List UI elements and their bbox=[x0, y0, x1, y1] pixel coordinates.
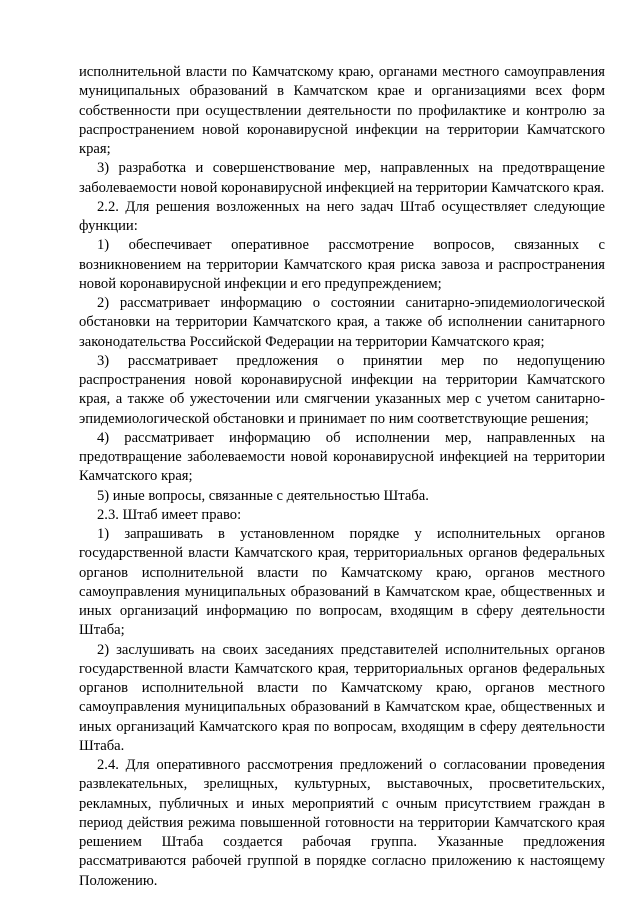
paragraph-section-2-4: 2.4. Для оперативного рассмотрения предложений о согласовании проведения развлекательных, зрелищных, культурных, выставочных, просветительских, рекламных, публичных и иных мероприятий с очным присутствием граждан в период действия режима повышенной готовности на территории Камчатского края решением Штаба создается рабочая группа. Указанные предложения рассматриваются рабочей группой в порядке согласно приложению к настоящему Положению. bbox=[79, 757, 605, 889]
paragraph-function-3: 3) рассматривает предложения о принятии мер по недопущению распространения новой коронавирусной инфекции на территории Камчатского края, а также об ужесточении или смягчении указанных мер с учетом санитарно-эпидемиологической обстановки и принимает по ним соответствующие решения; bbox=[79, 352, 605, 427]
paragraph-right-2: 2) заслушивать на своих заседаниях представителей исполнительных органов государственной власти Камчатского края, территориальных органов федеральных органов исполнительной власти по Камчатскому краю, органов местного самоуправления муниципальных образований в Камчатском крае, общественных и иных организаций Камчатского края по вопросам, входящим в сферу деятельности Штаба. bbox=[79, 641, 605, 754]
document-page bbox=[79, 63, 605, 891]
paragraph-item-3-development: 3) разработка и совершенствование мер, направленных на предотвращение заболеваемости новой коронавирусной инфекцией на территории Камчатского края. bbox=[79, 160, 605, 196]
paragraph-function-1: 1) обеспечивает оперативное рассмотрение вопросов, связанных с возникновением на территории Камчатского края риска завоза и распространения новой коронавирусной инфекции и его предупреждением; bbox=[79, 237, 605, 292]
paragraph-continuation: исполнительной власти по Камчатскому краю, органами местного самоуправления муниципальных образований в Камчатском крае и организациями всех форм собственности при осуществлении деятельности по профилактике и контролю за распространением новой коронавирусной инфекции на территории Камчатского края; bbox=[79, 64, 605, 157]
paragraph-function-4: 4) рассматривает информацию об исполнении мер, направленных на предотвращение заболеваемости новой коронавирусной инфекцией на территории Камчатского края; bbox=[79, 429, 605, 485]
paragraph-function-2: 2) рассматривает информацию о состоянии санитарно-эпидемиологической обстановки на территории Камчатского края, а также об исполнении санитарного законодательства Российской Федерации на территории Камчатского края; bbox=[79, 295, 605, 350]
paragraph-section-2-2: 2.2. Для решения возложенных на него задач Штаб осуществляет следующие функции: bbox=[79, 198, 605, 234]
paragraph-section-2-3: 2.3. Штаб имеет право: bbox=[97, 506, 242, 523]
paragraph-function-5: 5) иные вопросы, связанные с деятельностью Штаба. bbox=[97, 487, 429, 504]
paragraph-right-1: 1) запрашивать в установленном порядке у исполнительных органов государственной власти Камчатского края, территориальных органов федеральных органов исполнительной власти по Камчатскому краю, органов местного самоуправления муниципальных образований в Камчатском крае, общественных и иных организаций информацию по вопросам, входящим в сферу деятельности Штаба; bbox=[79, 526, 605, 639]
